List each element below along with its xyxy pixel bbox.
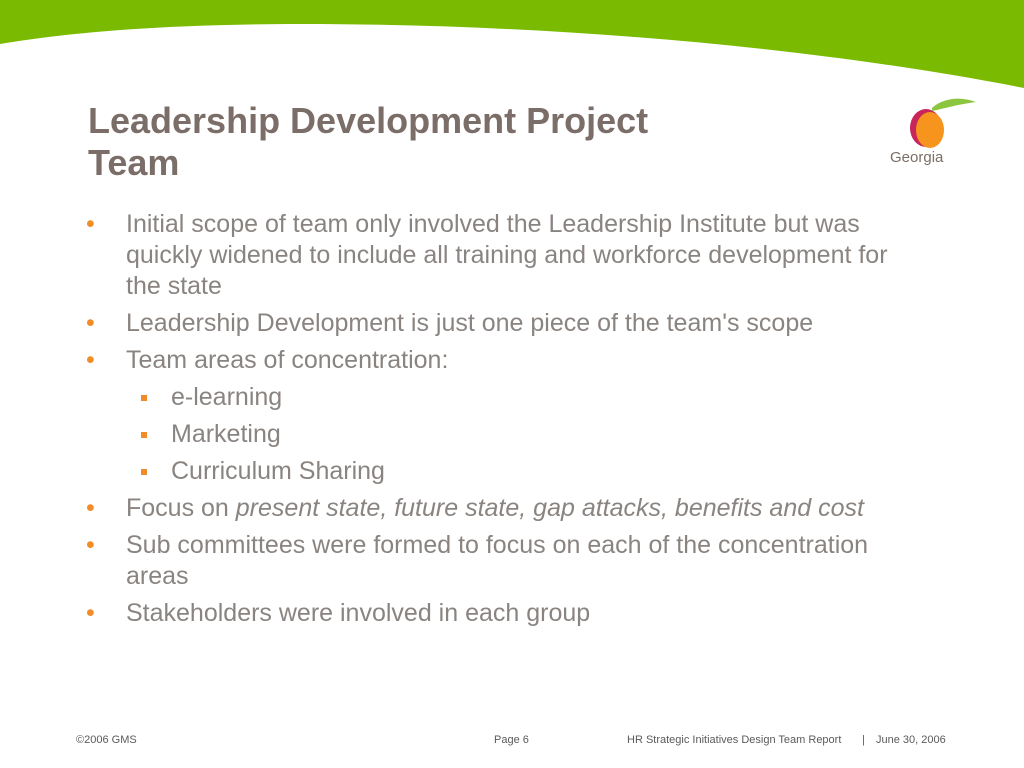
bullet-concentration: • Team areas of concentration: (86, 345, 926, 376)
sub-bullet-elearning: e-learning (86, 382, 926, 413)
footer-copyright: ©2006 GMS (76, 734, 137, 746)
bullet-stakeholders: • Stakeholders were involved in each group (86, 598, 926, 629)
sub-bullet-curriculum: Curriculum Sharing (86, 456, 926, 487)
footer-date: June 30, 2006 (876, 734, 946, 746)
sub-bullet-marketing: Marketing (86, 419, 926, 450)
bullet-list (86, 209, 926, 635)
bullet-leadership-piece: • Leadership Development is just one piece of the team's scope (86, 308, 926, 339)
footer-separator: | (862, 734, 865, 746)
top-green-band (0, 0, 1024, 100)
footer-report-name: HR Strategic Initiatives Design Team Report (627, 734, 842, 746)
focus-prefix: Focus on (126, 494, 236, 522)
bullet-scope: • Initial scope of team only involved the Leadership Institute but was quickly widened to include all training and workforce development for the state (86, 209, 926, 302)
georgia-logo (888, 92, 988, 172)
bullet-focus (86, 493, 926, 524)
title-line-2: Team (88, 142, 180, 183)
slide-title (88, 100, 808, 184)
bullet-subcommittees: • Sub committees were formed to focus on each of the concentration areas (86, 530, 926, 592)
logo-text: Georgia (890, 149, 944, 166)
footer-page-number: Page 6 (494, 734, 529, 746)
title-line-1: Leadership Development Project (88, 100, 649, 141)
footer (0, 734, 1024, 754)
focus-italic: present state, future state, gap attacks, benefits and cost (235, 494, 864, 522)
